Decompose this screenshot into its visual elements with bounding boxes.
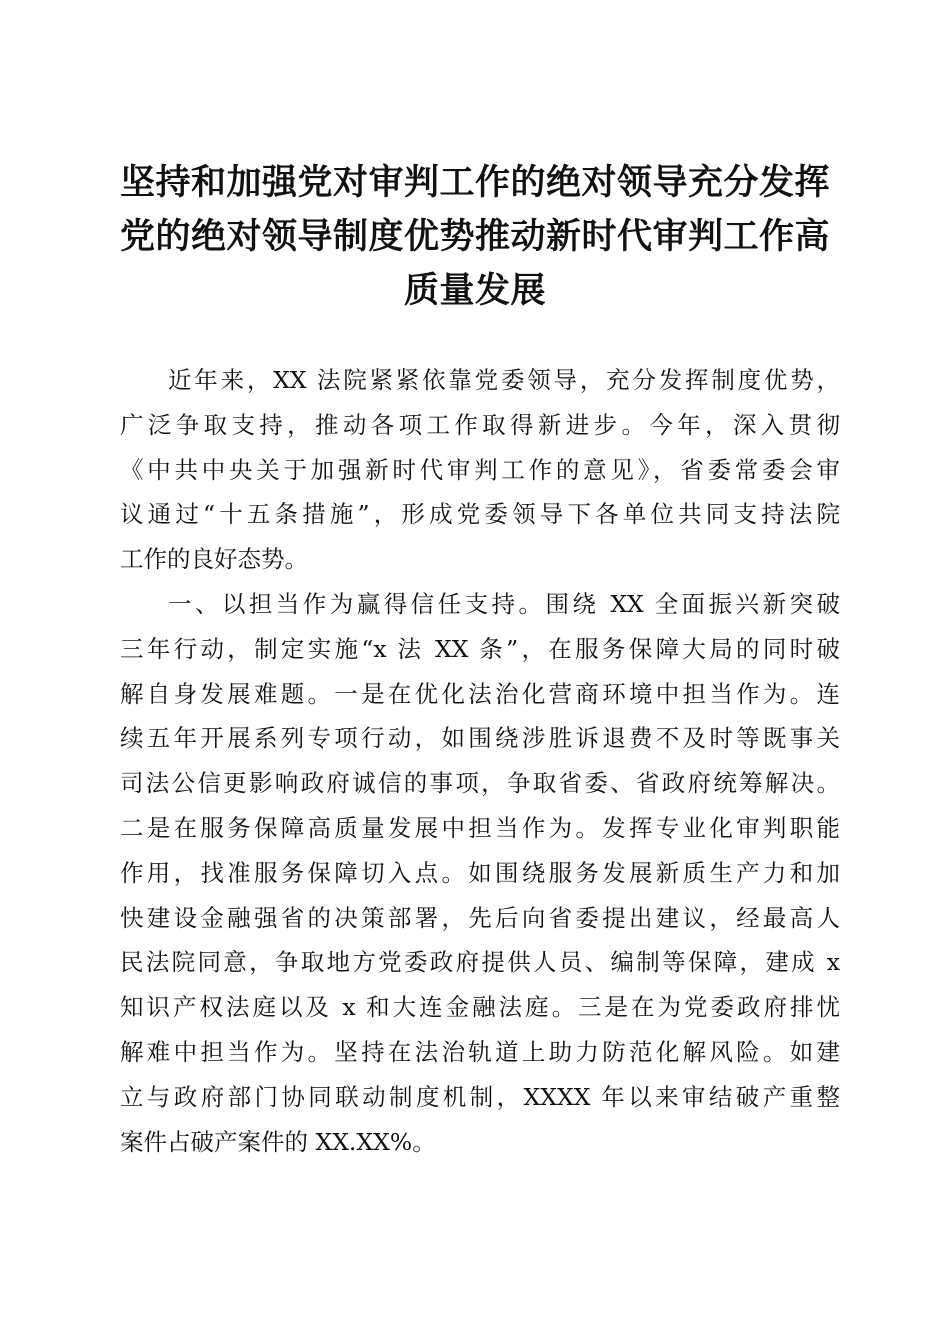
title-line-2: 党的绝对领导制度优势推动新时代审判工作高 bbox=[119, 216, 830, 257]
paragraph-line: 民法院同意，争取地方党委政府提供人员、编制等保障，建成 x bbox=[120, 948, 840, 977]
paragraph-line: 二是在服务保障高质量发展中担当作为。发挥专业化审判职能 bbox=[120, 813, 840, 842]
paragraph-line: 快建设金融强省的决策部署，先后向省委提出建议，经最高人 bbox=[120, 903, 840, 932]
paragraph-line: 议通过“十五条措施”，形成党委领导下各单位共同支持法院 bbox=[120, 500, 840, 529]
paragraph-line: 作用，找准服务保障切入点。如围绕服务发展新质生产力和加 bbox=[120, 858, 840, 887]
paragraph-line: 工作的良好态势。 bbox=[120, 545, 308, 574]
title-line-3: 质量发展 bbox=[403, 270, 546, 311]
paragraph-line: 案件占破产案件的 XX.XX%。 bbox=[120, 1127, 436, 1156]
paragraph-line: 解自身发展难题。一是在优化法治化营商环境中担当作为。连 bbox=[120, 679, 840, 708]
paragraph-line: 《中共中央关于加强新时代审判工作的意见》，省委常委会审 bbox=[120, 455, 840, 484]
paragraph-intro bbox=[120, 358, 840, 582]
paragraph-line: 近年来，XX 法院紧紧依靠党委领导，充分发挥制度优势， bbox=[168, 366, 840, 394]
paragraph-section-1 bbox=[120, 582, 840, 1164]
paragraph-line: 司法公信更影响政府诚信的事项，争取省委、省政府统筹解决。 bbox=[120, 769, 840, 798]
paragraph-line: 三年行动，制定实施“x 法 XX 条”，在服务保障大局的同时破 bbox=[120, 634, 840, 663]
paragraph-line: 续五年开展系列专项行动，如围绕涉胜诉退费不及时等既事关 bbox=[120, 724, 840, 753]
document-body bbox=[120, 358, 840, 1164]
paragraph-line: 知识产权法庭以及 x 和大连金融法庭。三是在为党委政府排忧 bbox=[120, 993, 840, 1022]
paragraph-line: 一、以担当作为赢得信任支持。围绕 XX 全面振兴新突破 bbox=[168, 589, 840, 618]
paragraph-line: 广泛争取支持，推动各项工作取得新进步。今年，深入贯彻 bbox=[120, 410, 840, 439]
title-line-1: 坚持和加强党对审判工作的绝对领导充分发挥 bbox=[119, 162, 830, 203]
paragraph-line: 立与政府部门协同联动制度机制，XXXX 年以来审结破产重整 bbox=[120, 1082, 840, 1111]
paragraph-line: 解难中担当作为。坚持在法治轨道上助力防范化解风险。如建 bbox=[120, 1037, 840, 1066]
document-title bbox=[100, 156, 850, 318]
